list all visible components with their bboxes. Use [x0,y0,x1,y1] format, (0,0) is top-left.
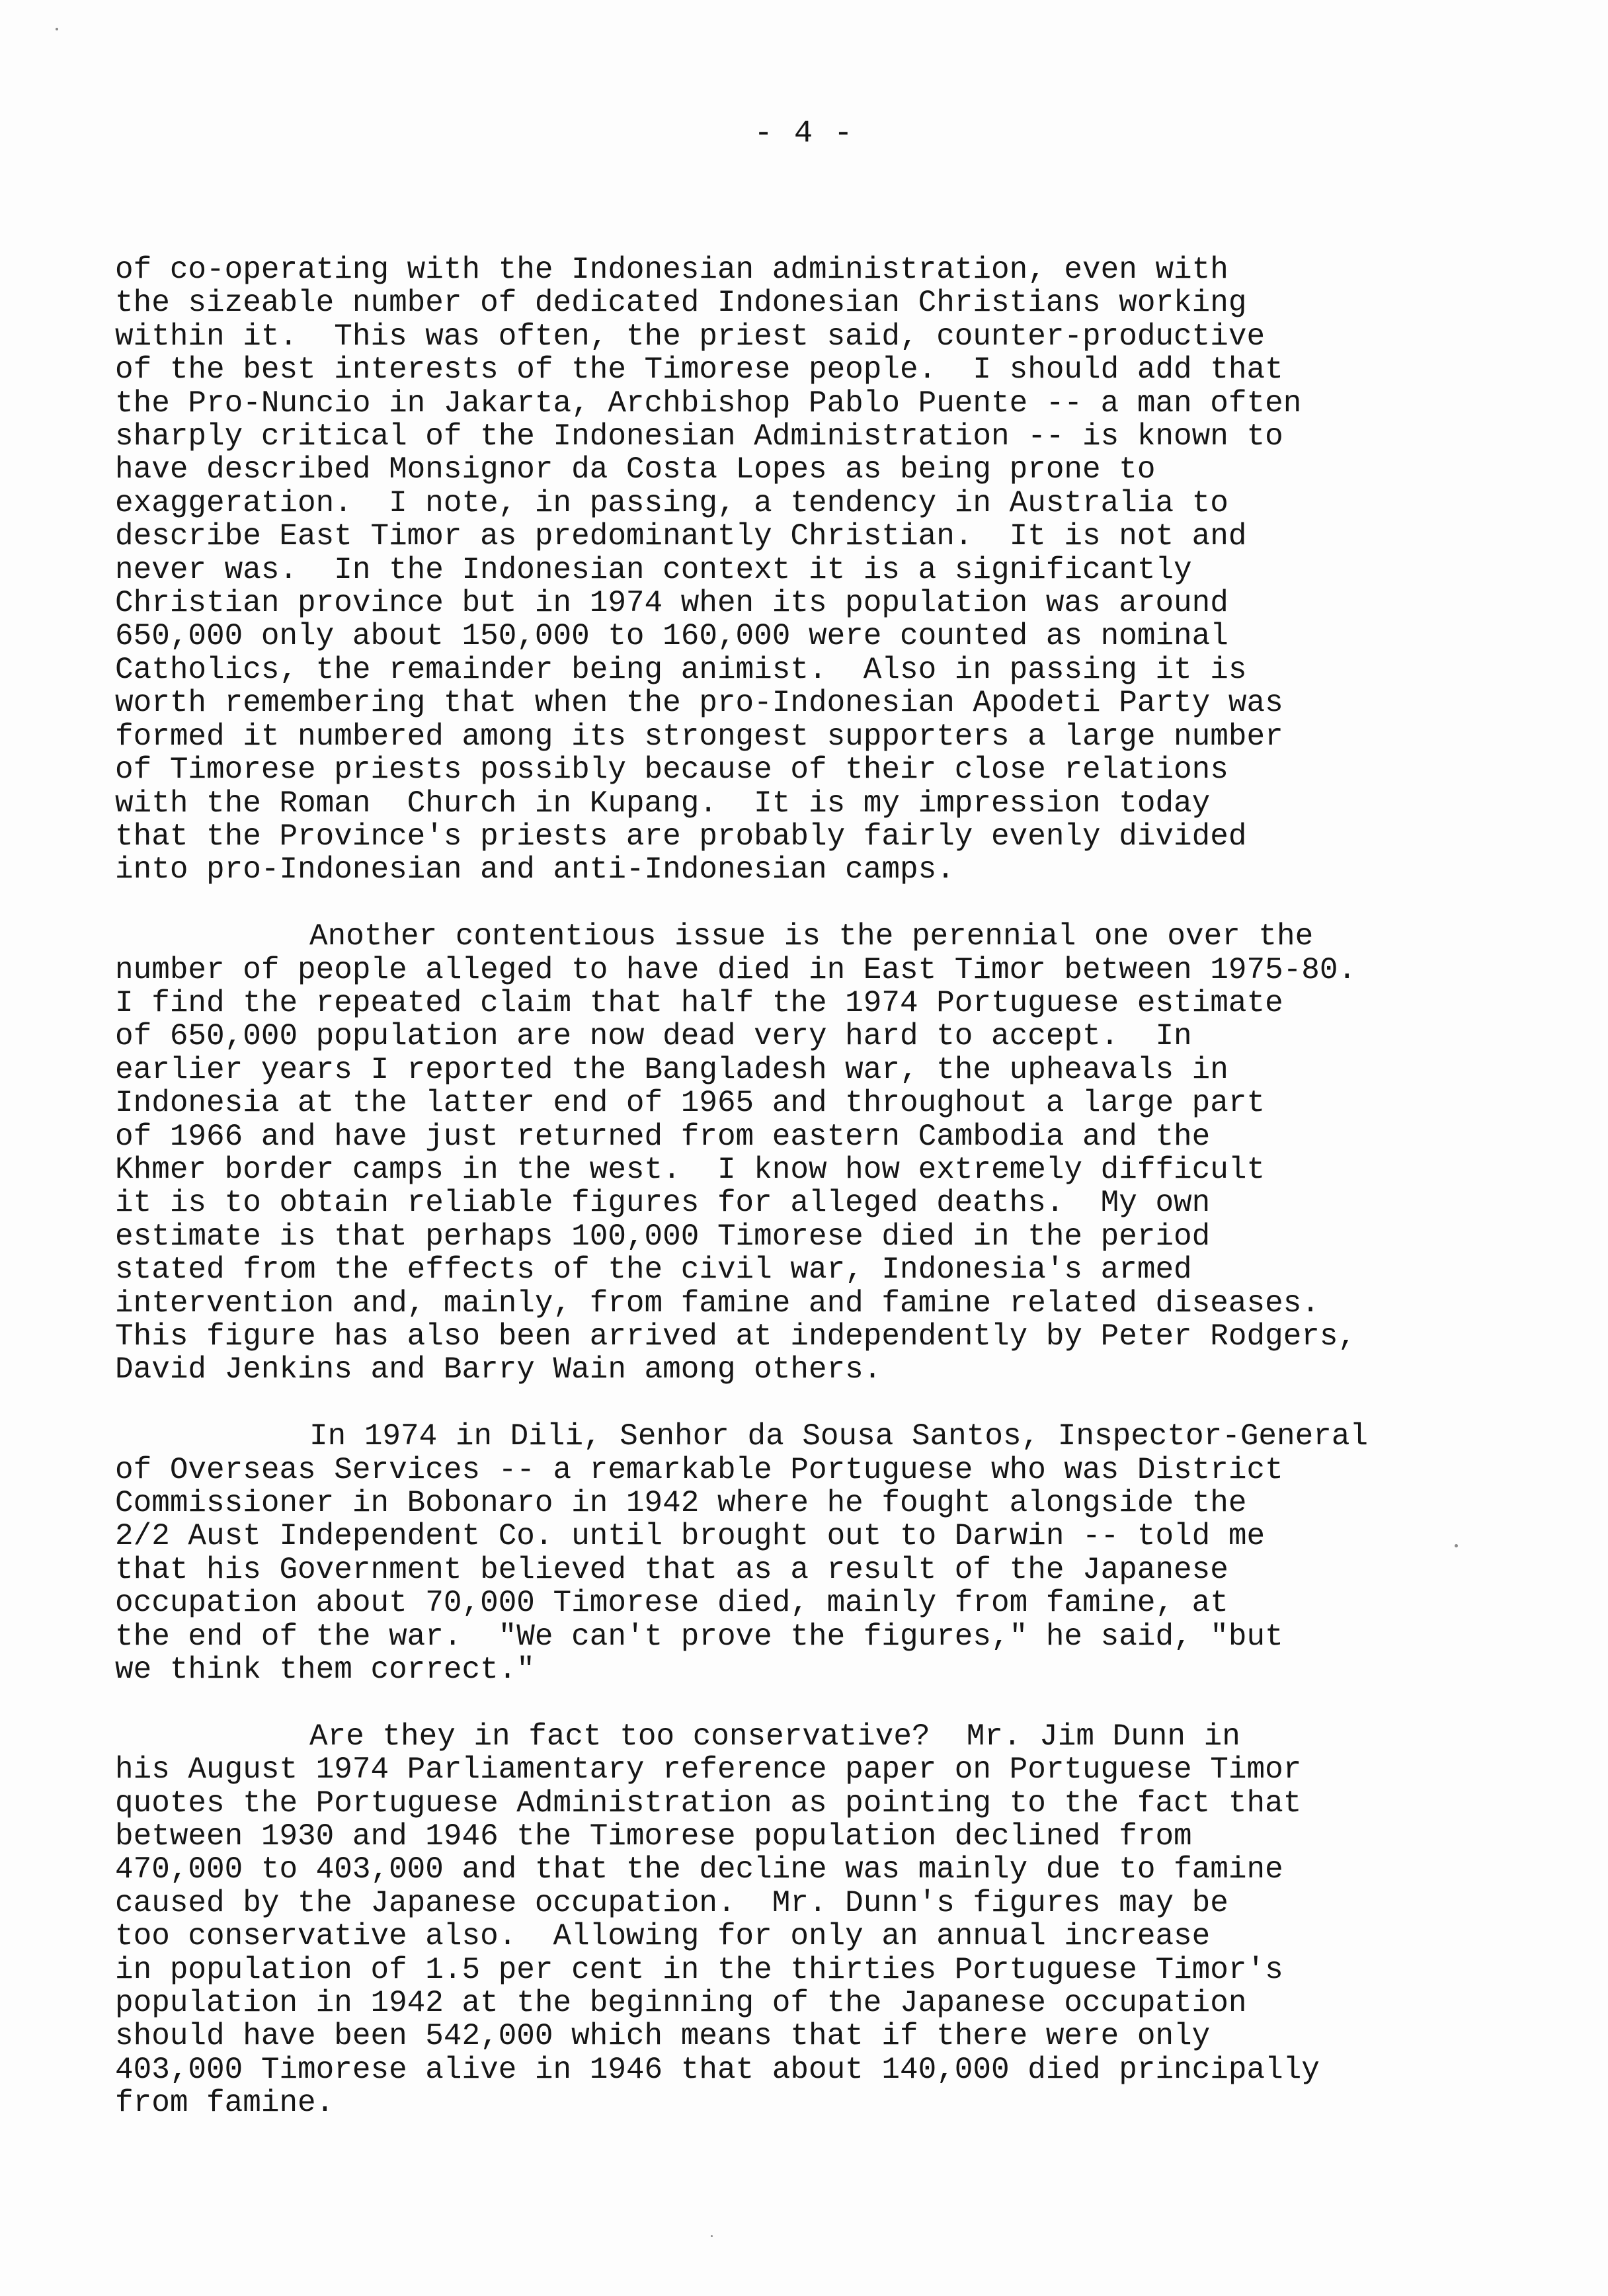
text-line: the sizeable number of dedicated Indonesian Christians working [115,286,1247,321]
text-line: stated from the effects of the civil war, Indonesia's armed [115,1252,1192,1288]
scan-speck [711,2235,713,2237]
text-line: between 1930 and 1946 the Timorese population declined from [115,1819,1192,1854]
text-line: exaggeration. I note, in passing, a tendency in Australia to [115,485,1228,520]
text-line: that the Province's priests are probably fairly evenly divided [115,819,1247,854]
page-number: - 4 - [754,116,854,151]
text-line: occupation about 70,000 Timorese died, mainly from famine, at [115,1586,1228,1621]
text-line: 470,000 to 403,000 and that the decline was mainly due to famine [115,1852,1283,1887]
text-line: never was. In the Indonesian context it is a significantly [115,552,1192,587]
text-line: in population of 1.5 per cent in the thirties Portuguese Timor's [115,1952,1283,1987]
text-line: we think them correct." [115,1653,535,1688]
text-line: of 650,000 population are now dead very hard to accept. In [115,1019,1192,1054]
text-line: number of people alleged to have died in East Timor between 1975-80. [115,952,1357,987]
text-line: too conservative also. Allowing for only an annual increase [115,1919,1211,1954]
text-line: earlier years I reported the Bangladesh war, the upheavals in [115,1052,1228,1087]
text-line: intervention and, mainly, from famine and famine related diseases. [115,1286,1320,1321]
text-line: of Timorese priests possibly because of their close relations [115,753,1228,788]
text-line: of 1966 and have just returned from eastern Cambodia and the [115,1119,1211,1154]
text-line: Commissioner in Bobonaro in 1942 where he fought alongside the [115,1486,1247,1520]
paragraph [115,1420,1537,1686]
text-line: his August 1974 Parliamentary reference paper on Portuguese Timor [115,1752,1302,1787]
text-line: In 1974 in Dili, Senhor da Sousa Santos, Inspector-General [309,1419,1369,1454]
text-line: of the best interests of the Timorese people. I should add that [115,352,1283,388]
paragraph [115,253,1537,887]
text-line: Catholics, the remainder being animist. Also in passing it is [115,652,1247,687]
text-line: the end of the war. "We can't prove the figures," he said, "but [115,1619,1283,1654]
text-line: 650,000 only about 150,000 to 160,000 were counted as nominal [115,619,1228,654]
text-line: of Overseas Services -- a remarkable Portuguese who was District [115,1452,1283,1487]
text-line: quotes the Portuguese Administration as pointing to the fact that [115,1785,1302,1821]
text-line: 2/2 Aust Independent Co. until brought out to Darwin -- told me [115,1519,1266,1554]
text-line: Indonesia at the latter end of 1965 and throughout a large part [115,1086,1266,1121]
text-line: Are they in fact too conservative? Mr. Jim Dunn in [309,1719,1240,1754]
text-line: David Jenkins and Barry Wain among others. [115,1352,882,1387]
document-body [115,253,1537,2153]
text-line: formed it numbered among its strongest supporters a large number [115,719,1283,754]
text-line: population in 1942 at the beginning of the Japanese occupation [115,1986,1247,2021]
text-line: within it. This was often, the priest said, counter-productive [115,319,1266,354]
text-line: Christian province but in 1974 when its population was around [115,586,1228,621]
scan-speck [56,28,58,30]
text-line: Khmer border camps in the west. I know how extremely difficult [115,1152,1266,1187]
text-line: I find the repeated claim that half the 1974 Portuguese estimate [115,985,1283,1020]
text-line: 403,000 Timorese alive in 1946 that about 140,000 died principally [115,2052,1320,2087]
text-line: it is to obtain reliable figures for alleged deaths. My own [115,1186,1211,1221]
text-line: the Pro-Nuncio in Jakarta, Archbishop Pablo Puente -- a man often [115,386,1302,421]
text-line: Another contentious issue is the perennial one over the [309,919,1314,954]
text-line: from famine. [115,2086,335,2121]
text-line: with the Roman Church in Kupang. It is my impression today [115,786,1211,821]
text-line: estimate is that perhaps 100,000 Timorese died in the period [115,1219,1211,1254]
text-line: describe East Timor as predominantly Christian. It is not and [115,519,1247,554]
paragraph [115,1720,1537,2120]
text-line: into pro-Indonesian and anti-Indonesian camps. [115,852,955,887]
text-line: of co-operating with the Indonesian administration, even with [115,253,1228,287]
text-line: caused by the Japanese occupation. Mr. Dunn's figures may be [115,1885,1228,1920]
scan-speck [1455,1544,1458,1547]
text-line: that his Government believed that as a result of the Japanese [115,1552,1228,1587]
text-line: worth remembering that when the pro-Indonesian Apodeti Party was [115,686,1283,721]
paragraph [115,920,1537,1387]
text-line: have described Monsignor da Costa Lopes as being prone to [115,452,1156,487]
text-line: sharply critical of the Indonesian Administration -- is known to [115,419,1283,454]
text-line: should have been 542,000 which means that if there were only [115,2019,1211,2054]
text-line: This figure has also been arrived at independently by Peter Rodgers, [115,1319,1357,1354]
